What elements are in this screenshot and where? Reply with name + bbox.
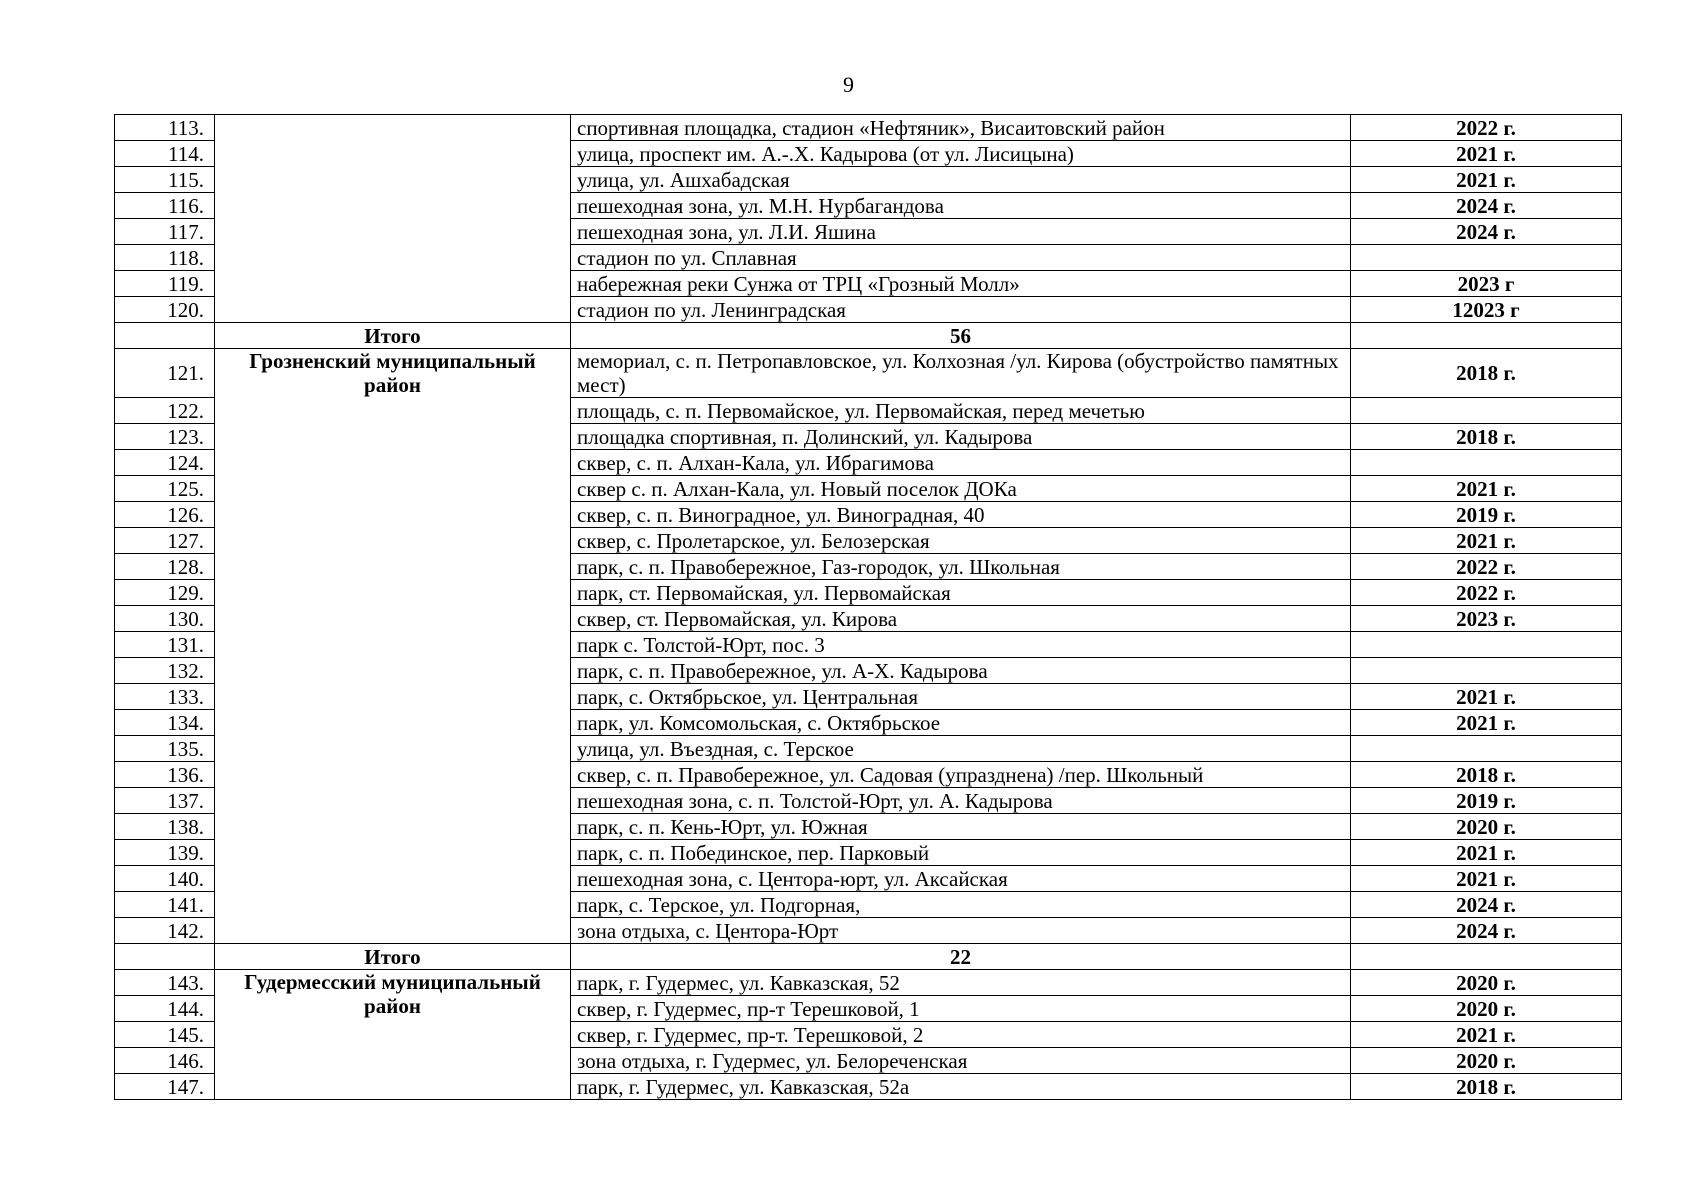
row-number: 141. [115, 892, 215, 918]
object-name: улица, ул. Въездная, с. Терское [571, 736, 1351, 762]
object-name: парк, с. Терское, ул. Подгорная, [571, 892, 1351, 918]
object-name: парк с. Толстой-Юрт, пос. 3 [571, 632, 1351, 658]
object-name: сквер, с. п. Виноградное, ул. Виноградная, 40 [571, 502, 1351, 528]
district-name: Гудермесский муниципальный район [215, 970, 571, 1100]
completion-year: 2020 г. [1351, 996, 1622, 1022]
row-number: 118. [115, 245, 215, 271]
completion-year: 2021 г. [1351, 1022, 1622, 1048]
completion-year: 12023 г [1351, 297, 1622, 323]
row-number: 121. [115, 349, 215, 398]
completion-year: 2021 г. [1351, 866, 1622, 892]
row-number: 132. [115, 658, 215, 684]
row-number: 119. [115, 271, 215, 297]
object-name: сквер, с. Пролетарское, ул. Белозерская [571, 528, 1351, 554]
completion-year [1351, 658, 1622, 684]
row-number: 140. [115, 866, 215, 892]
total-label: Итого [215, 323, 571, 349]
completion-year: 2022 г. [1351, 115, 1622, 141]
total-value: 56 [571, 323, 1351, 349]
table-row [115, 115, 1622, 141]
completion-year: 2018 г. [1351, 349, 1622, 398]
total-value: 22 [571, 944, 1351, 970]
row-number: 142. [115, 918, 215, 944]
total-row [115, 323, 1622, 349]
row-number: 145. [115, 1022, 215, 1048]
object-name: сквер, г. Гудермес, пр-т Терешковой, 1 [571, 996, 1351, 1022]
row-number: 120. [115, 297, 215, 323]
object-name: стадион по ул. Ленинградская [571, 297, 1351, 323]
object-name: парк, г. Гудермес, ул. Кавказская, 52 [571, 970, 1351, 996]
row-number: 124. [115, 450, 215, 476]
completion-year: 2021 г. [1351, 684, 1622, 710]
object-name: пешеходная зона, ул. Л.И. Яшина [571, 219, 1351, 245]
row-number: 138. [115, 814, 215, 840]
completion-year [1351, 736, 1622, 762]
completion-year: 2019 г. [1351, 502, 1622, 528]
row-number: 123. [115, 424, 215, 450]
object-name: парк, г. Гудермес, ул. Кавказская, 52а [571, 1074, 1351, 1100]
row-number: 114. [115, 141, 215, 167]
row-number: 126. [115, 502, 215, 528]
completion-year: 2021 г. [1351, 710, 1622, 736]
object-name: парк, ул. Комсомольская, с. Октябрьское [571, 710, 1351, 736]
object-name: набережная реки Сунжа от ТРЦ «Грозный Молл» [571, 271, 1351, 297]
row-number [115, 323, 215, 349]
completion-year: 2020 г. [1351, 1048, 1622, 1074]
object-name: пешеходная зона, с. Центора-юрт, ул. Аксайская [571, 866, 1351, 892]
table-row [115, 970, 1622, 996]
object-name: парк, с. п. Кень-Юрт, ул. Южная [571, 814, 1351, 840]
completion-year: 2022 г. [1351, 580, 1622, 606]
object-name: парк, с. п. Правобережное, Газ-городок, ул. Школьная [571, 554, 1351, 580]
completion-year: 2024 г. [1351, 219, 1622, 245]
object-name: сквер, ст. Первомайская, ул. Кирова [571, 606, 1351, 632]
object-name: мемориал, с. п. Петропавловское, ул. Колхозная /ул. Кирова (обустройство памятных мест) [571, 349, 1351, 398]
object-name: площадь, с. п. Первомайское, ул. Первомайская, перед мечетью [571, 398, 1351, 424]
row-number: 134. [115, 710, 215, 736]
row-number [115, 944, 215, 970]
completion-year [1351, 632, 1622, 658]
completion-year: 2019 г. [1351, 788, 1622, 814]
object-name: сквер, с. п. Алхан-Кала, ул. Ибрагимова [571, 450, 1351, 476]
object-name: улица, проспект им. А.-.Х. Кадырова (от ул. Лисицына) [571, 141, 1351, 167]
completion-year: 2018 г. [1351, 1074, 1622, 1100]
object-name: зона отдыха, г. Гудермес, ул. Белореченская [571, 1048, 1351, 1074]
district-cell [215, 115, 571, 323]
object-name: пешеходная зона, с. п. Толстой-Юрт, ул. А. Кадырова [571, 788, 1351, 814]
row-number: 127. [115, 528, 215, 554]
completion-year: 2023 г. [1351, 606, 1622, 632]
completion-year: 2024 г. [1351, 892, 1622, 918]
row-number: 133. [115, 684, 215, 710]
completion-year: 2024 г. [1351, 918, 1622, 944]
completion-year [1351, 944, 1622, 970]
object-name: зона отдыха, с. Центора-Юрт [571, 918, 1351, 944]
row-number: 122. [115, 398, 215, 424]
territories-table [114, 114, 1622, 1100]
page-number: 9 [843, 72, 854, 97]
row-number: 117. [115, 219, 215, 245]
row-number: 113. [115, 115, 215, 141]
row-number: 129. [115, 580, 215, 606]
completion-year: 2021 г. [1351, 528, 1622, 554]
row-number: 137. [115, 788, 215, 814]
completion-year: 2023 г [1351, 271, 1622, 297]
row-number: 135. [115, 736, 215, 762]
completion-year: 2020 г. [1351, 970, 1622, 996]
completion-year: 2021 г. [1351, 141, 1622, 167]
object-name: пешеходная зона, ул. М.Н. Нурбагандова [571, 193, 1351, 219]
completion-year: 2021 г. [1351, 167, 1622, 193]
completion-year: 2018 г. [1351, 424, 1622, 450]
completion-year [1351, 398, 1622, 424]
row-number: 128. [115, 554, 215, 580]
completion-year: 2021 г. [1351, 476, 1622, 502]
completion-year [1351, 245, 1622, 271]
completion-year [1351, 450, 1622, 476]
completion-year: 2021 г. [1351, 840, 1622, 866]
completion-year: 2024 г. [1351, 193, 1622, 219]
completion-year: 2022 г. [1351, 554, 1622, 580]
row-number: 136. [115, 762, 215, 788]
row-number: 147. [115, 1074, 215, 1100]
row-number: 139. [115, 840, 215, 866]
object-name: парк, с. п. Правобережное, ул. А-Х. Кадырова [571, 658, 1351, 684]
object-name: сквер, г. Гудермес, пр-т. Терешковой, 2 [571, 1022, 1351, 1048]
object-name: улица, ул. Ашхабадская [571, 167, 1351, 193]
object-name: парк, с. Октябрьское, ул. Центральная [571, 684, 1351, 710]
row-number: 143. [115, 970, 215, 996]
row-number: 144. [115, 996, 215, 1022]
object-name: парк, ст. Первомайская, ул. Первомайская [571, 580, 1351, 606]
district-name: Грозненский муниципальный район [215, 349, 571, 944]
row-number: 125. [115, 476, 215, 502]
row-number: 115. [115, 167, 215, 193]
object-name: сквер с. п. Алхан-Кала, ул. Новый поселок ДОКа [571, 476, 1351, 502]
object-name: стадион по ул. Сплавная [571, 245, 1351, 271]
row-number: 130. [115, 606, 215, 632]
total-row [115, 944, 1622, 970]
completion-year: 2020 г. [1351, 814, 1622, 840]
object-name: площадка спортивная, п. Долинский, ул. Кадырова [571, 424, 1351, 450]
object-name: парк, с. п. Побединское, пер. Парковый [571, 840, 1351, 866]
total-label: Итого [215, 944, 571, 970]
row-number: 116. [115, 193, 215, 219]
completion-year [1351, 323, 1622, 349]
row-number: 131. [115, 632, 215, 658]
object-name: спортивная площадка, стадион «Нефтяник», Висаитовский район [571, 115, 1351, 141]
completion-year: 2018 г. [1351, 762, 1622, 788]
table-row [115, 349, 1622, 398]
row-number: 146. [115, 1048, 215, 1074]
object-name: сквер, с. п. Правобережное, ул. Садовая (упразднена) /пер. Школьный [571, 762, 1351, 788]
